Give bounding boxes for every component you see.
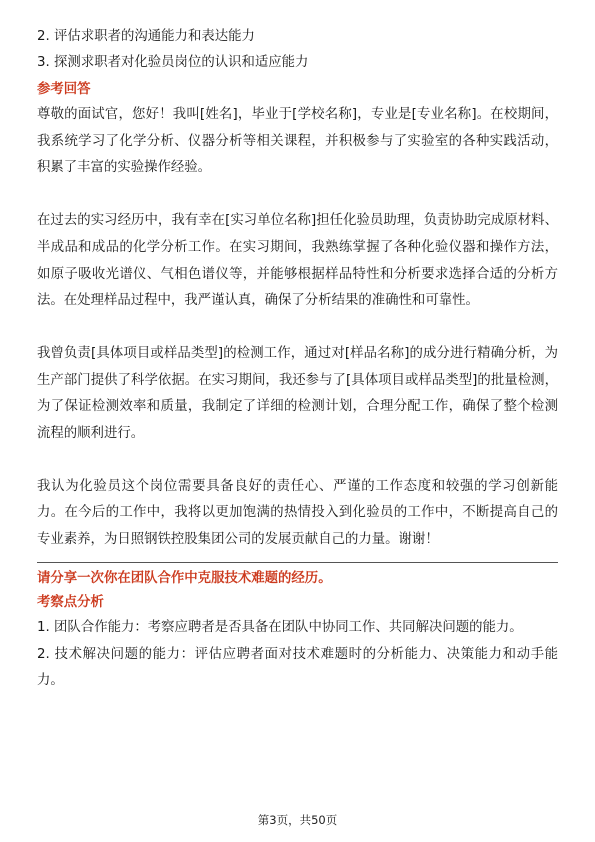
section-divider <box>37 562 558 563</box>
answer-paragraph-1: 尊敬的面试官，您好！我叫[姓名]，毕业于[学校名称]，专业是[专业名称]。在校期间，我系统学习了化学分析、仪器分析等相关课程，并积极参与了实验室的各种实践活动，积累了丰富的实验操作经验。 <box>37 107 558 176</box>
page-footer: 第3页，共50页 <box>257 813 338 827</box>
analysis-heading: 考察点分析 <box>37 594 104 610</box>
intro-item-3: 3. 探测求职者对化验员岗位的认识和适应能力 <box>37 55 309 70</box>
answer-paragraph-3: 我曾负责[具体项目或样品类型]的检测工作，通过对[样品名称]的成分进行精确分析，为生产部门提供了科学依据。在实习期间，我还参与了[具体项目或样品类型]的批量检测，为了保证检测效率和质量，我制定了详细的检测计划，合理分配工作，确保了整个检测流程的顺利进行。 <box>37 345 558 442</box>
question-heading: 请分享一次你在团队合作中克服技术难题的经历。 <box>37 570 332 586</box>
analysis-item-1: 1. 团队合作能力：考察应聘者是否具备在团队中协同工作、共同解决问题的能力。 <box>37 619 523 635</box>
answer-paragraph-4: 我认为化验员这个岗位需要具备良好的责任心、严谨的工作态度和较强的学习创新能力。在今后的工作中，我将以更加饱满的热情投入到化验员的工作中，不断提高自己的专业素养，为日照钢铁控股集团公司的发展贡献自己的力量。谢谢！ <box>37 478 558 548</box>
intro-item-2: 2. 评估求职者的沟通能力和表达能力 <box>37 29 255 44</box>
answer-heading: 参考回答 <box>37 82 91 97</box>
analysis-item-2: 2. 技术解决问题的能力：评估应聘者面对技术难题时的分析能力、决策能力和动手能力。 <box>37 646 558 689</box>
document-page <box>37 24 558 695</box>
answer-paragraph-2: 在过去的实习经历中，我有幸在[实习单位名称]担任化验员助理，负责协助完成原材料、半成品和成品的化学分析工作。在实习期间，我熟练掌握了各种化验仪器和操作方法，如原子吸收光谱仪、气相色谱仪等，并能够根据样品特性和分析要求选择合适的分析方法。在处理样品过程中，我严谨认真，确保了分析结果的准确性和可靠性。 <box>37 213 558 309</box>
